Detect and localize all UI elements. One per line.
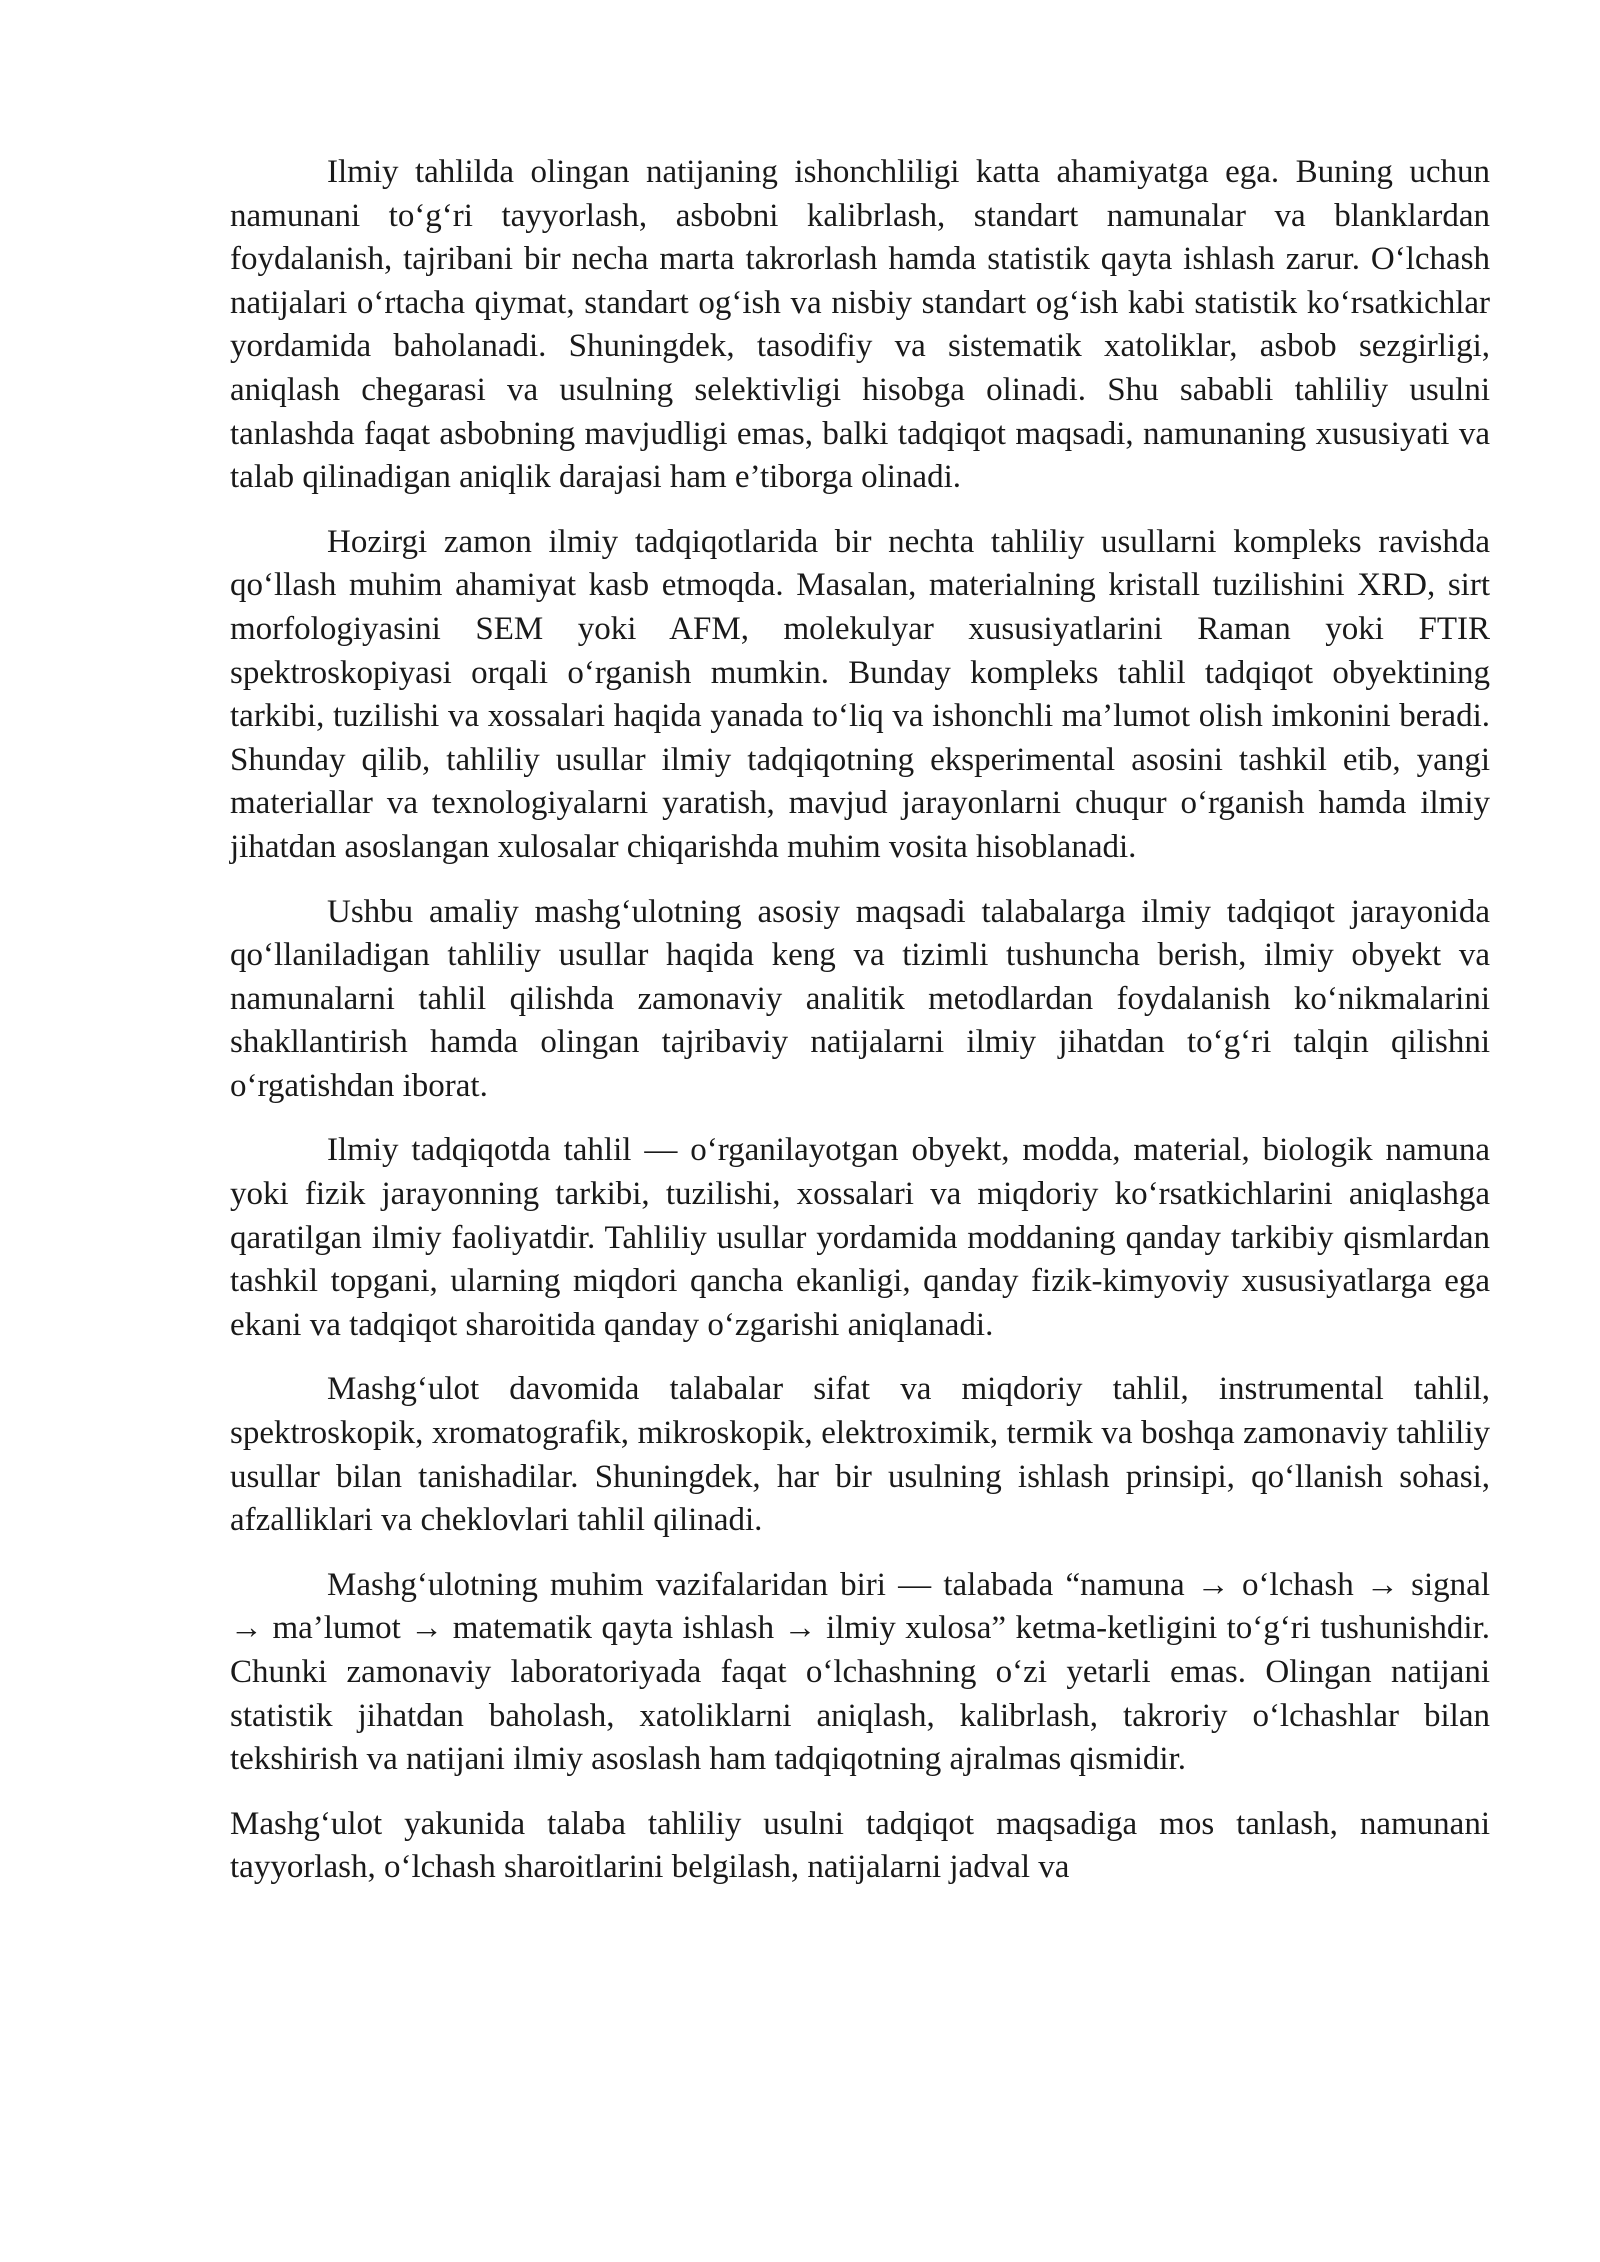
paragraph-reliability: Ilmiy tahlilda olingan natijaning ishonchliligi katta ahamiyatga ega. Buning uchun namunani to‘g‘ri tayyorlash, asbobni kalibrlash, standart namunalar va blanklardan foydalanish, tajribani bir necha marta takrorlash hamda statistik qayta ishlash zarur. O‘lchash natijalari o‘rtacha qiymat, standart og‘ish va nisbiy standart og‘ish kabi statistik ko‘rsatkichlar yordamida baholanadi. Shuningdek, tasodifiy va sistematik xatoliklar, asbob sezgirligi, aniqlash chegarasi va usulning selektivligi hisobga olinadi. Shu sababli tahliliy usulni tanlashda faqat asbobning mavjudligi emas, balki tadqiqot maqsadi, namunaning xususiyati va talab qilinadigan aniqlik darajasi ham e’tiborga olinadi. — [230, 154, 1490, 496]
document-page — [230, 151, 1490, 1911]
paragraph-complex-analysis: Hozirgi zamon ilmiy tadqiqotlarida bir nechta tahliliy usullarni kompleks ravishda qo‘llash muhim ahamiyat kasb etmoqda. Masalan, materialning kristall tuzilishini XRD, sirt morfologiyasini SEM yoki AFM, molekulyar xususiyatlarini Raman yoki FTIR spektroskopiyasi orqali o‘rganish mumkin. Bunday kompleks tahlil tadqiqot obyektining tarkibi, tuzilishi va xossalari haqida yanada to‘liq va ishonchli ma’lumot olish imkonini beradi. Shunday qilib, tahliliy usullar ilmiy tadqiqotning eksperimental asosini tashkil etib, yangi materiallar va texnologiyalarni yaratish, mavjud jarayonlarni chuqur o‘rganish hamda ilmiy jihatdan asoslangan xulosalar chiqarishda muhim vosita hisoblanadi. — [230, 523, 1490, 865]
paragraph-methods-overview: Mashg‘ulot davomida talabalar sifat va miqdoriy tahlil, instrumental tahlil, spektroskopik, xromatografik, mikroskopik, elektroximik, termik va boshqa zamonaviy tahliliy usullar bilan tanishadilar. Shuningdek, har bir usulning ishlash prinsipi, qo‘llanish sohasi, afzalliklari va cheklovlari tahlil qilinadi. — [230, 1371, 1490, 1539]
paragraph-analysis-definition: Ilmiy tadqiqotda tahlil — o‘rganilayotgan obyekt, modda, material, biologik namuna yoki fizik jarayonning tarkibi, tuzilishi, xossalari va miqdoriy ko‘rsatkichlarini aniqlashga qaratilgan ilmiy faoliyatdir. Tahliliy usullar yordamida moddaning qanday tarkibiy qismlardan tashkil topgani, ularning miqdori qancha ekanligi, qanday fizik-kimyoviy xususiyatlarga ega ekani va tadqiqot sharoitida qanday o‘zgarishi aniqlanadi. — [230, 1132, 1490, 1343]
paragraph-conclusion: Mashg‘ulot yakunida talaba tahliliy usulni tadqiqot maqsadiga mos tanlash, namunani tayyorlash, o‘lchash sharoitlarini belgilash, natijalarni jadval va — [230, 1805, 1490, 1886]
paragraph-lesson-goal: Ushbu amaliy mashg‘ulotning asosiy maqsadi talabalarga ilmiy tadqiqot jarayonida qo‘llaniladigan tahliliy usullar haqida keng va tizimli tushuncha berish, ilmiy obyekt va namunalarni tahlil qilishda zamonaviy analitik metodlardan foydalanish ko‘nikmalarini shakllantirish hamda olingan tajribaviy natijalarni ilmiy jihatdan to‘g‘ri talqin qilishni o‘rgatishdan iborat. — [230, 893, 1490, 1104]
paragraph-workflow: Mashg‘ulotning muhim vazifalaridan biri — talabada “namuna → o‘lchash → signal → ma’lumot → matematik qayta ishlash → ilmiy xulosa” ketma-ketligini to‘g‘ri tushunishdir. Chunki zamonaviy laboratoriyada faqat o‘lchashning o‘zi yetarli emas. Olingan natijani statistik jihatdan baholash, xatoliklarni aniqlash, kalibrlash, takroriy o‘lchashlar bilan tekshirish va natijani ilmiy asoslash ham tadqiqotning ajralmas qismidir. — [230, 1566, 1490, 1778]
